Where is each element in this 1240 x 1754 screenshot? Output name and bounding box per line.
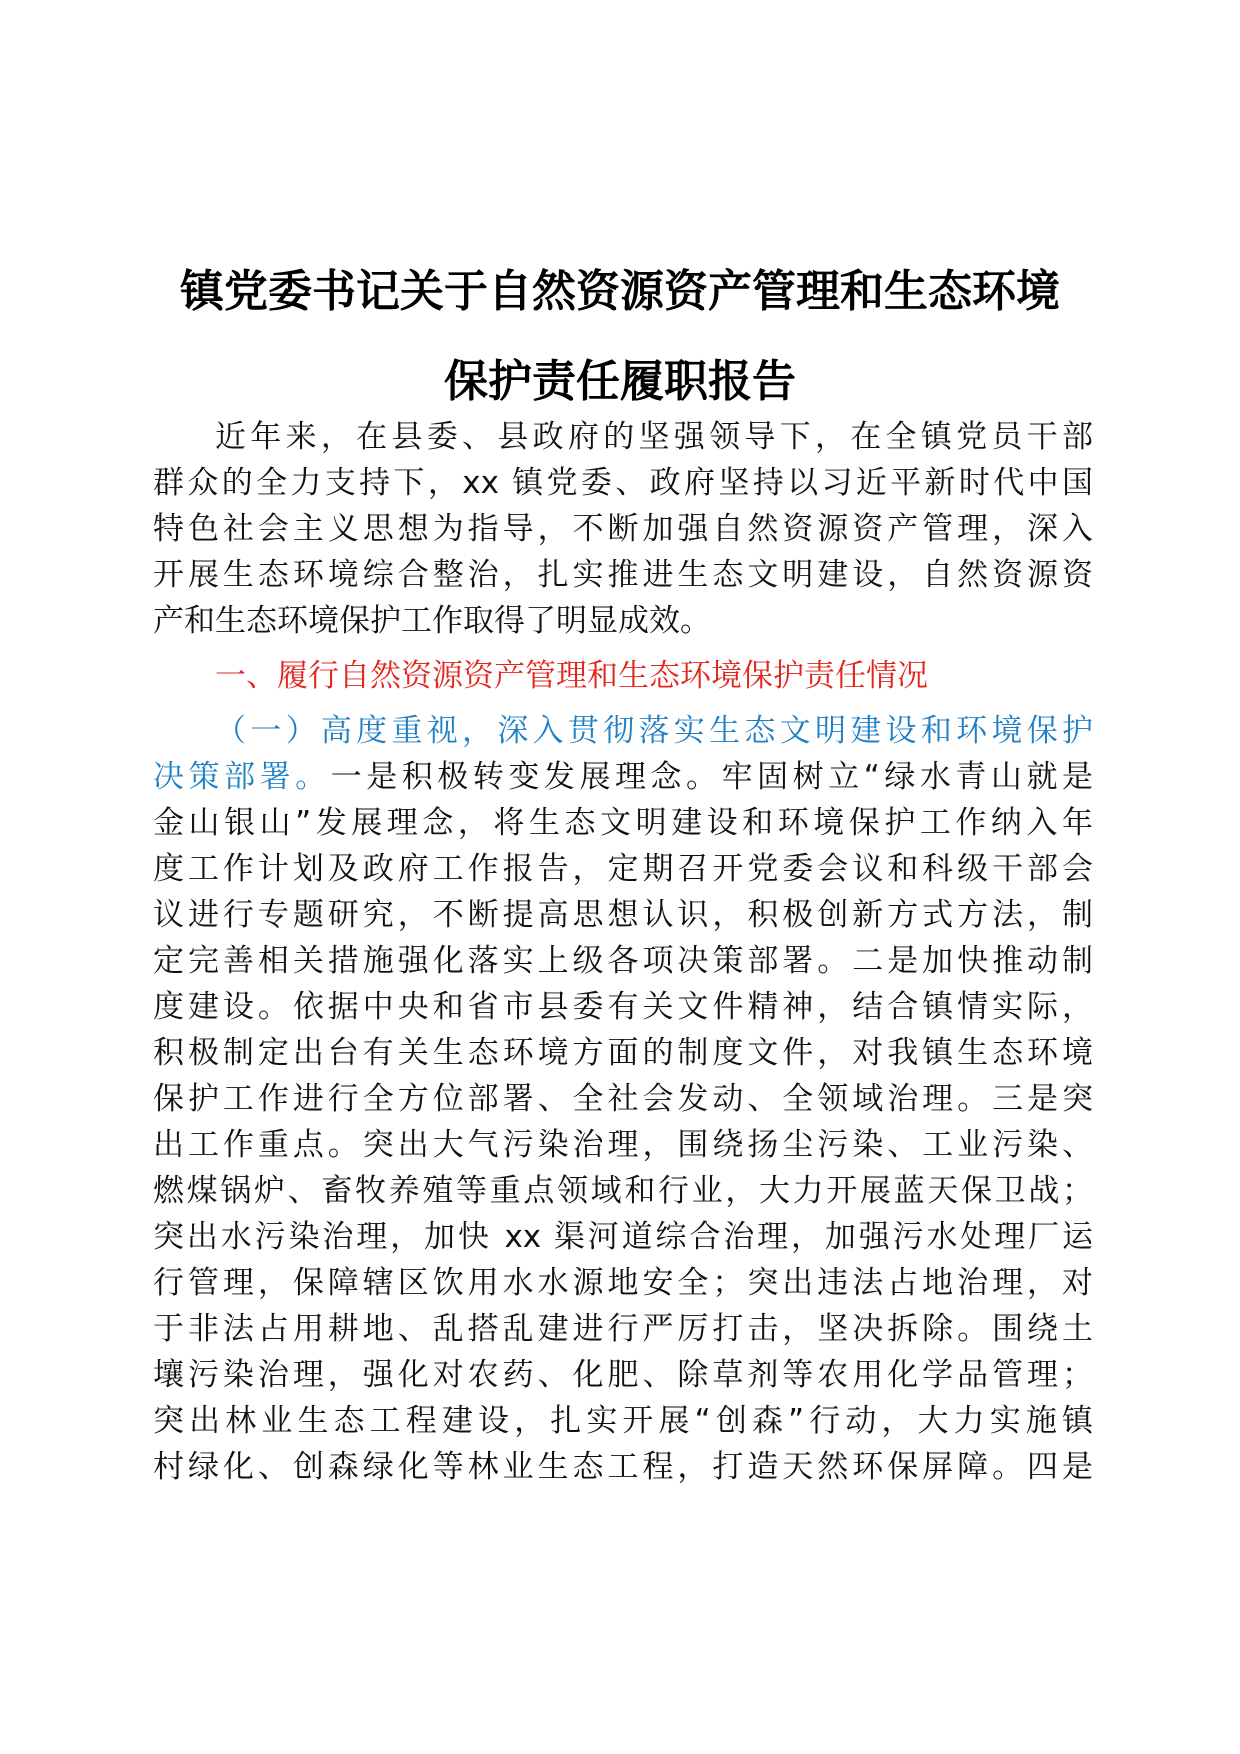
intro-line: 近年来，在县委、县政府的坚强领导下，在全镇党员干部 (215, 419, 1093, 455)
body-line-mixed (153, 754, 1093, 800)
body-line: 保护工作进行全方位部署、全社会发动、全领域治理。三是突 (153, 1081, 1093, 1117)
body-line: 度工作计划及政府工作报告，定期召开党委会议和科级干部会 (153, 851, 1093, 887)
body-line: 议进行专题研究，不断提高思想认识，积极创新方式方法，制 (153, 897, 1093, 933)
body-line: 金山银山”发展理念，将生态文明建设和环境保护工作纳入年 (153, 805, 1093, 841)
intro-line: 开展生态环境综合整治，扎实推进生态文明建设，自然资源资 (153, 557, 1093, 593)
body-line: 突出水污染治理，加快 xx 渠河道综合治理，加强污水处理厂运 (153, 1219, 1093, 1255)
intro-line: 特色社会主义思想为指导，不断加强自然资源资产管理，深入 (153, 511, 1093, 547)
body-line: 出工作重点。突出大气污染治理，围绕扬尘污染、工业污染、 (153, 1127, 1093, 1163)
body-line: 度建设。依据中央和省市县委有关文件精神，结合镇情实际， (153, 989, 1093, 1025)
body-line: 村绿化、创森绿化等林业生态工程，打造天然环保屏障。四是 (153, 1449, 1093, 1485)
body-text: 一是积极转变发展理念。牢固树立“绿水青山就是 (330, 759, 1094, 795)
body-line: 定完善相关措施强化落实上级各项决策部署。二是加快推动制 (153, 943, 1093, 979)
document-title-line-2: 保护责任履职报告 (444, 356, 796, 407)
subsection-heading-1-continued: 决策部署。 (153, 759, 331, 795)
document-title-line-1: 镇党委书记关于自然资源资产管理和生态环境 (180, 266, 1060, 317)
body-line: 积极制定出台有关生态环境方面的制度文件，对我镇生态环境 (153, 1035, 1093, 1071)
body-line: 燃煤锅炉、畜牧养殖等重点领域和行业，大力开展蓝天保卫战； (153, 1173, 1093, 1209)
subsection-heading-1: （一）高度重视，深入贯彻落实生态文明建设和环境保护 (215, 713, 1093, 749)
body-line: 行管理，保障辖区饮用水水源地安全；突出违法占地治理，对 (153, 1265, 1093, 1301)
body-line: 于非法占用耕地、乱搭乱建进行严厉打击，坚决拆除。围绕土 (153, 1311, 1093, 1347)
body-line: 突出林业生态工程建设，扎实开展“创森”行动，大力实施镇 (153, 1403, 1093, 1439)
intro-line: 群众的全力支持下，xx 镇党委、政府坚持以习近平新时代中国 (153, 465, 1093, 501)
section-heading-1: 一、履行自然资源资产管理和生态环境保护责任情况 (215, 658, 928, 694)
body-line: 壤污染治理，强化对农药、化肥、除草剂等农用化学品管理； (153, 1357, 1093, 1393)
intro-line: 产和生态环境保护工作取得了明显成效。 (153, 603, 711, 639)
